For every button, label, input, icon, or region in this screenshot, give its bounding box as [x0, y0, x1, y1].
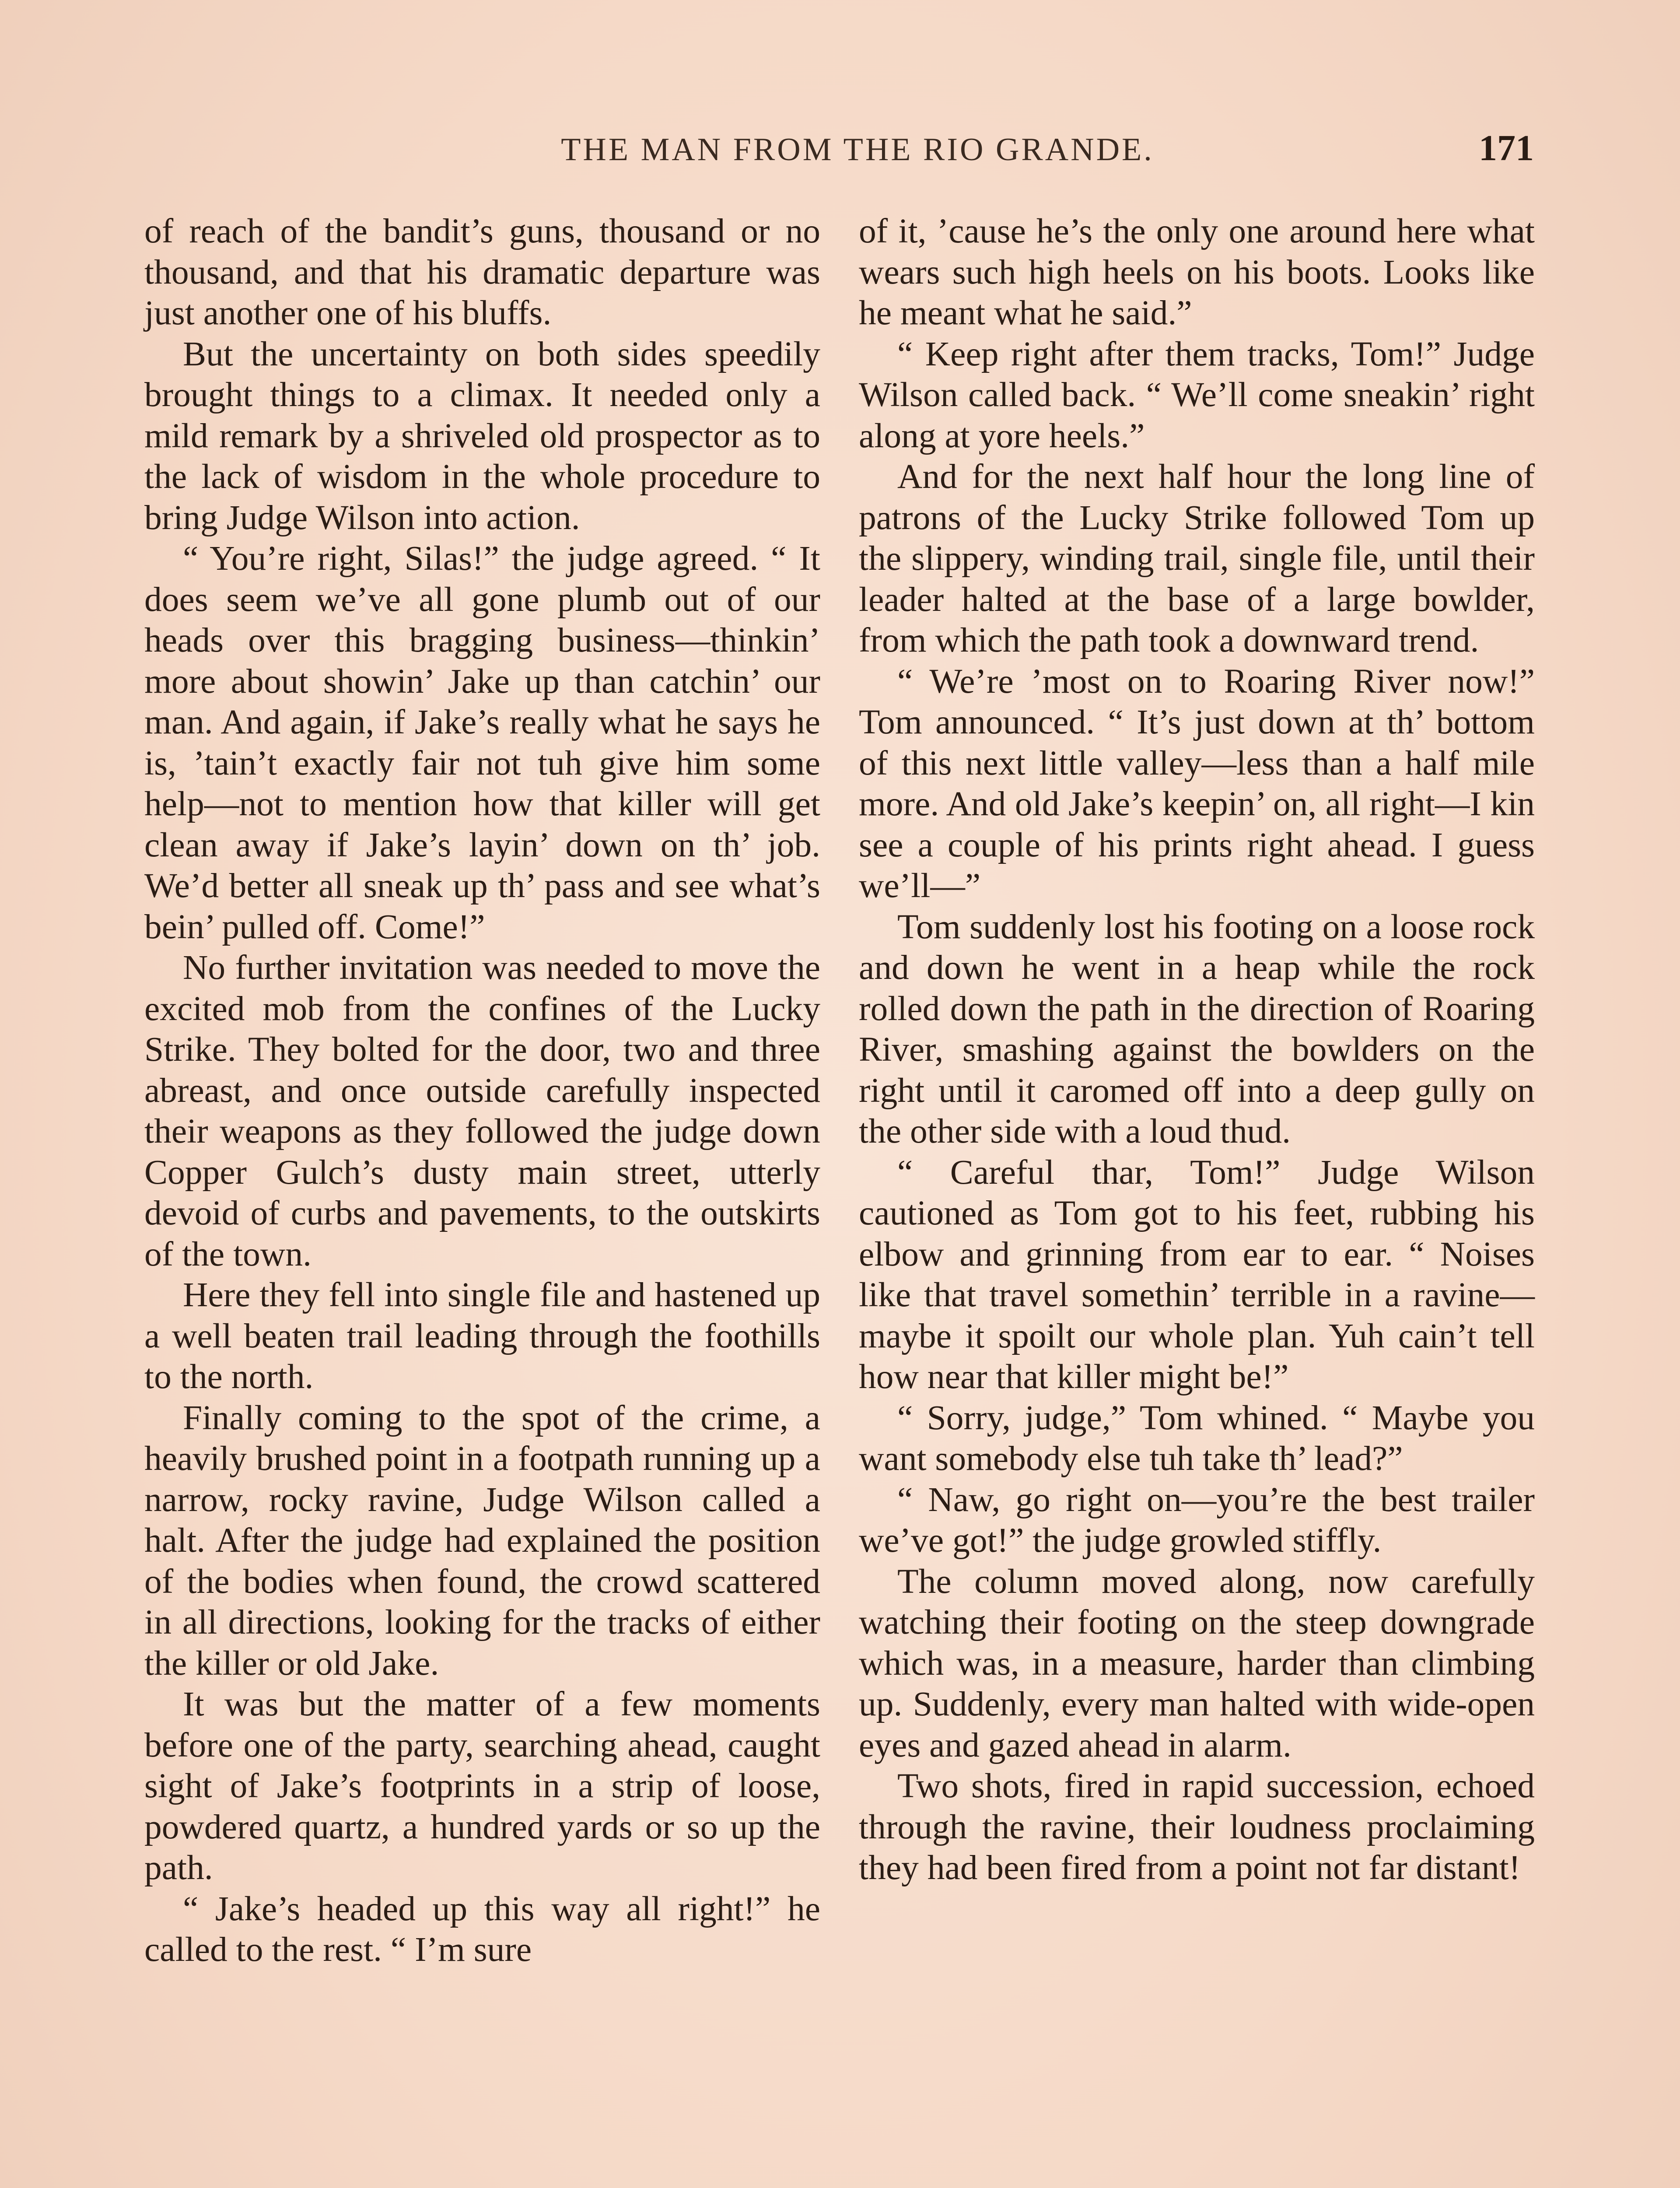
paragraph: of reach of the bandit’s guns, thousand or no thousand, and that his dramatic departure was just another one of his bluffs.: [144, 212, 820, 332]
right-text-column: [859, 211, 1535, 1889]
paragraph: “ We’re ’most on to Roaring River now!” Tom announced. “ It’s just down at th’ bottom of this next little valley—less than a half mile more. And old Jake’s keepin’ on, all right—I kin see a couple of his prints right ahead. I guess we’ll—”: [859, 662, 1535, 905]
page-number: 171: [1479, 128, 1534, 168]
paragraph: “ You’re right, Silas!” the judge agreed. “ It does seem we’ve all gone plumb out of our heads over this bragging business—thinkin’ more about showin’ Jake up than catchin’ our man. And again, if Jake’s really what he says he is, ’tain’t exactly fair not tuh give him some help—not to mention how that killer will get clean away if Jake’s layin’ down on th’ job. We’d better all sneak up th’ pass and see what’s bein’ pulled off. Come!”: [144, 539, 820, 946]
paragraph: Two shots, fired in rapid succession, echoed through the ravine, their loudness proclaiming they had been fired from a point not far distant!: [859, 1767, 1535, 1887]
paragraph: “ Jake’s headed up this way all right!” he called to the rest. “ I’m sure: [144, 1889, 820, 1969]
paragraph: No further invitation was needed to move the excited mob from the confines of the Lucky Strike. They bolted for the door, two and three abreast, and once outside carefully inspected their weapons as they followed the judge down Copper Gulch’s dusty main street, utterly devoid of curbs and pavements, to the outskirts of the town.: [144, 948, 820, 1273]
paragraph: And for the next half hour the long line of patrons of the Lucky Strike followed Tom up the slippery, winding trail, single file, until their leader halted at the base of a large bowlder, from which the path took a downward trend.: [859, 457, 1535, 659]
left-text-column: [144, 211, 820, 1971]
running-head-title: THE MAN FROM THE RIO GRANDE.: [561, 132, 1154, 168]
paragraph: It was but the matter of a few moments before one of the party, searching ahead, caught sight of Jake’s footprints in a strip of loose, powdered quartz, a hundred yards or so up the path.: [144, 1685, 820, 1887]
paragraph: Tom suddenly lost his footing on a loose rock and down he went in a heap while the rock rolled down the path in the direction of Roaring River, smashing against the bowlders on the right until it caromed off into a deep gully on the other side with a loud thud.: [859, 907, 1535, 1150]
paragraph: of it, ’cause he’s the only one around here what wears such high heels on his boots. Looks like he meant what he said.”: [859, 212, 1535, 332]
paragraph: Here they fell into single file and hastened up a well beaten trail leading through the foothills to the north.: [144, 1276, 820, 1396]
paragraph: “ Naw, go right on—you’re the best trailer we’ve got!” the judge growled stiffly.: [859, 1480, 1535, 1560]
paragraph: “ Careful thar, Tom!” Judge Wilson cautioned as Tom got to his feet, rubbing his elbow and grinning from ear to ear. “ Noises like that travel somethin’ terrible in a ravine—maybe it spoilt our whole plan. Yuh cain’t tell how near that killer might be!”: [859, 1153, 1535, 1396]
paragraph: “ Sorry, judge,” Tom whined. “ Maybe you want somebody else tuh take th’ lead?”: [859, 1398, 1535, 1478]
paragraph: Finally coming to the spot of the crime, a heavily brushed point in a footpath running up a narrow, rocky ravine, Judge Wilson called a halt. After the judge had explained the position of the bodies when found, the crowd scattered in all directions, looking for the tracks of either the killer or old Jake.: [144, 1398, 820, 1683]
paragraph: “ Keep right after them tracks, Tom!” Judge Wilson called back. “ We’ll come sneakin’ right along at yore heels.”: [859, 334, 1535, 455]
paragraph: The column moved along, now carefully watching their footing on the steep downgrade which was, in a measure, harder than climbing up. Suddenly, every man halted with wide-open eyes and gazed ahead in alarm.: [859, 1562, 1535, 1764]
paragraph: But the uncertainty on both sides speedily brought things to a climax. It needed only a mild remark by a shriveled old prospector as to the lack of wisdom in the whole procedure to bring Judge Wilson into action.: [144, 334, 820, 537]
